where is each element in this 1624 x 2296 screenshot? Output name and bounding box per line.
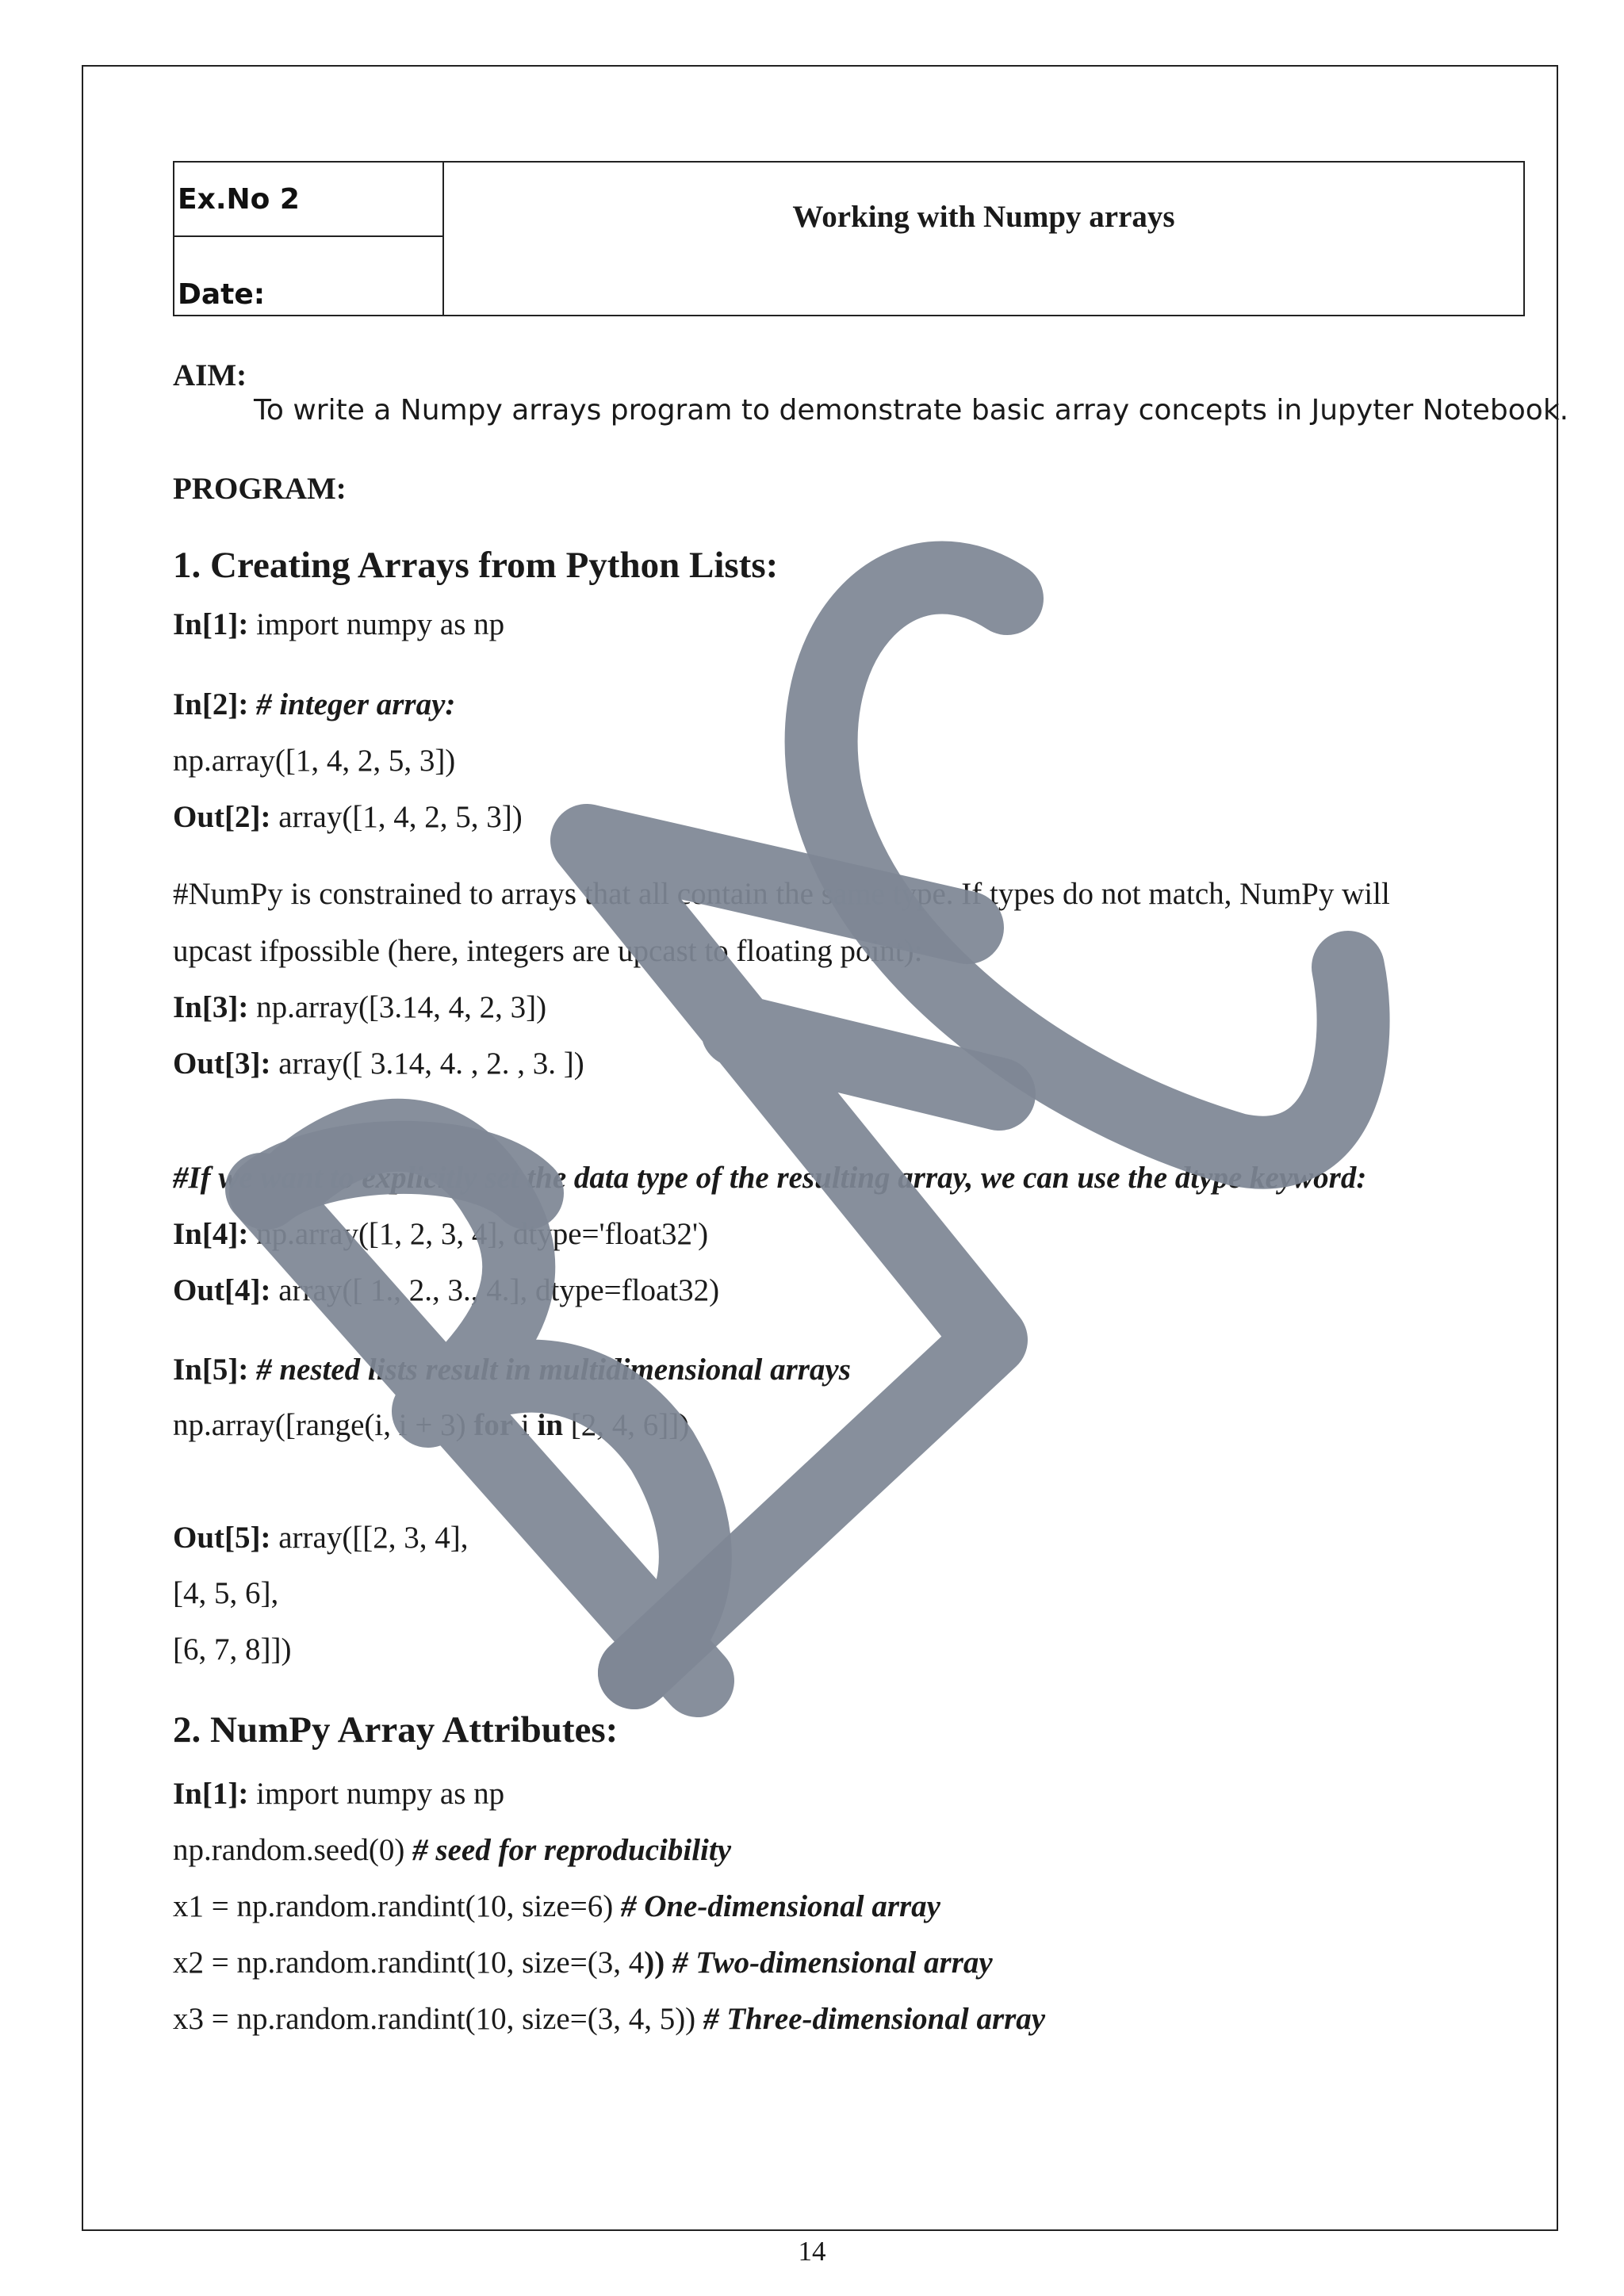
- code-line-in4: [173, 1219, 708, 1249]
- code-text: x2 = np.random.randint(10, size=(3, 4: [173, 1946, 645, 1980]
- in-label: In[3]:: [173, 990, 249, 1024]
- exercise-number: Ex.No 2: [178, 183, 300, 216]
- code-line-in2: [173, 689, 455, 720]
- date-label: Date:: [178, 278, 266, 311]
- keyword-for: for: [473, 1408, 514, 1442]
- output-line-2: [4, 5, 6],: [173, 1576, 279, 1610]
- section-2-heading: 2. NumPy Array Attributes:: [173, 1709, 619, 1751]
- code-comment: # nested lists result in multidimensional arrays: [248, 1353, 851, 1387]
- out-label: Out[2]:: [173, 800, 271, 834]
- in-label: In[5]:: [173, 1353, 249, 1387]
- code-line-x1: [173, 1891, 940, 1922]
- code-text: x3 = np.random.randint(10, size=(3, 4, 5)): [173, 2002, 703, 2036]
- code-line-out3: [173, 1048, 584, 1079]
- in-label: In[2]:: [173, 687, 249, 721]
- note-line-1: #NumPy is constrained to arrays that all contain the same type. If types do not match, NumPy will: [173, 877, 1390, 911]
- code-text: i: [513, 1408, 538, 1442]
- in-label: In[1]:: [173, 607, 249, 641]
- out-label: Out[3]:: [173, 1047, 271, 1081]
- in-label: In[4]:: [173, 1217, 249, 1251]
- in-label: In[1]:: [173, 1777, 249, 1811]
- code-text: x1 = np.random.randint(10, size=6): [173, 1889, 621, 1923]
- keyword-in: in: [537, 1408, 564, 1442]
- code-text: [2, 4, 6]]): [563, 1408, 690, 1442]
- exercise-title: Working with Numpy arrays: [792, 200, 1175, 234]
- code-line-s2-in1: [173, 1778, 504, 1809]
- aim-text: To write a Numpy arrays program to demonstrate basic array concepts in Jupyter Notebook.: [254, 394, 1569, 427]
- header-left-column: [174, 163, 444, 315]
- code-comment: # Three-dimensional array: [703, 2002, 1046, 2036]
- code-line-in3: [173, 992, 546, 1023]
- code-line-seed: [173, 1835, 731, 1866]
- output-text: array([ 1., 2., 3., 4.], dtype=float32): [270, 1273, 720, 1307]
- code-line-in5: [173, 1354, 851, 1385]
- output-text: array([1, 4, 2, 5, 3]): [270, 800, 523, 834]
- code-line-x2: [173, 1947, 993, 1978]
- code-text: np.array([3.14, 4, 2, 3]): [248, 990, 547, 1024]
- code-paren: )): [644, 1946, 665, 1980]
- header-divider: [174, 235, 442, 237]
- code-comment: # Two-dimensional array: [665, 1946, 993, 1980]
- code-text: np.array([1, 2, 3, 4], dtype='float32'): [248, 1217, 709, 1251]
- dtype-note: #If we want to explicitly set the data type of the resulting array, we can use the dtype keyword:: [173, 1161, 1367, 1195]
- code-comment: # seed for reproducibility: [412, 1833, 732, 1867]
- code-line-out5: [173, 1522, 469, 1553]
- code-line-out2: [173, 802, 523, 832]
- page-number: 14: [798, 2236, 826, 2267]
- aim-label: AIM:: [173, 358, 247, 392]
- code-comment: # One-dimensional array: [620, 1889, 940, 1923]
- output-text: array([[2, 3, 4],: [270, 1521, 469, 1555]
- code-text: np.random.seed(0): [173, 1833, 413, 1867]
- code-text: np.array([range(i, i + 3): [173, 1408, 474, 1442]
- note-line-2: upcast ifpossible (here, integers are upcast to floating point):: [173, 934, 923, 968]
- code-comment: # integer array:: [248, 687, 456, 721]
- section-1-heading: 1. Creating Arrays from Python Lists:: [173, 545, 779, 586]
- out-label: Out[4]:: [173, 1273, 271, 1307]
- header-table: [173, 161, 1525, 316]
- code-line-x3: [173, 2003, 1045, 2034]
- output-text: array([ 3.14, 4. , 2. , 3. ]): [270, 1047, 584, 1081]
- code-line-out4: [173, 1275, 719, 1306]
- output-line-3: [6, 7, 8]]): [173, 1632, 292, 1667]
- program-label: PROGRAM:: [173, 472, 347, 506]
- code-line-in1: [173, 609, 504, 640]
- code-line-in2-body: np.array([1, 4, 2, 5, 3]): [173, 744, 456, 778]
- code-text: import numpy as np: [248, 607, 505, 641]
- code-text: import numpy as np: [248, 1777, 505, 1811]
- code-line-in5-body: [173, 1410, 689, 1441]
- out-label: Out[5]:: [173, 1521, 271, 1555]
